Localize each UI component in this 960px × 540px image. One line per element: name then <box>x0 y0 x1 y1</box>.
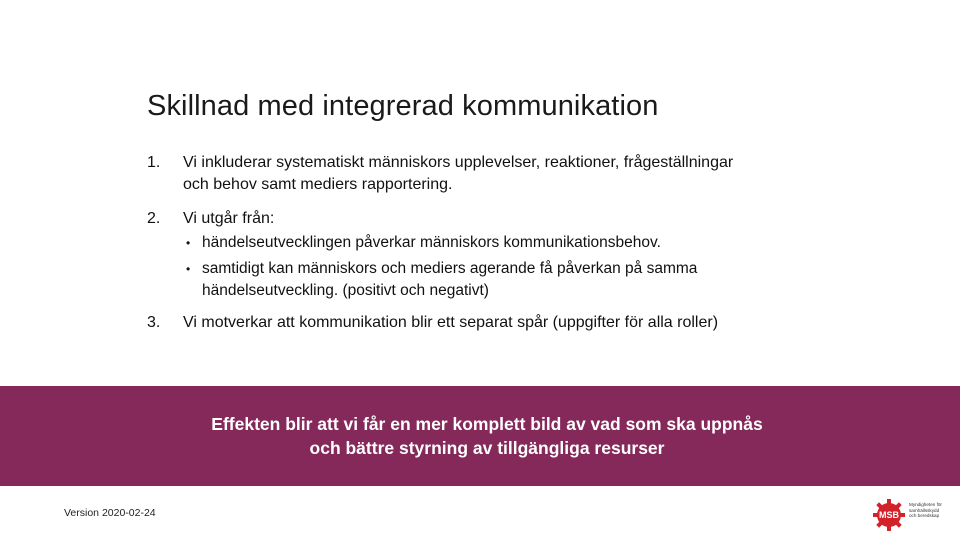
band-line: och bättre styrning av tillgängliga resurser <box>309 438 665 458</box>
band-line: Effekten blir att vi får en mer komplett bild av vad som ska uppnås <box>211 414 763 434</box>
list-item-1 <box>147 152 843 196</box>
text-line: Vi motverkar att kommunikation blir ett separat spår (uppgifter för alla roller) <box>183 314 719 331</box>
text-line: händelseutvecklingen påverkar människors kommunikationsbehov. <box>202 234 661 251</box>
bullet-icon: • <box>186 262 191 276</box>
slide-title: Skillnad med integrerad kommunikation <box>147 90 659 122</box>
bullet-icon: • <box>186 236 191 250</box>
text-line: händelseutveckling. (positivt och negativt) <box>202 282 489 299</box>
text-line: samtidigt kan människors och mediers agerande få påverkan på samma <box>202 260 698 277</box>
msb-logo-icon <box>872 498 906 532</box>
list-number: 3. <box>147 314 161 331</box>
list-number: 2. <box>147 210 161 227</box>
text-line: Vi inkluderar systematiskt människors upplevelser, reaktioner, frågeställningar <box>183 154 734 171</box>
msb-logo <box>872 498 952 532</box>
list-item-3 <box>147 312 843 334</box>
band-text <box>0 412 960 460</box>
logo-line: och beredskap <box>909 513 940 519</box>
logo-line: samhällsskydd <box>909 507 940 513</box>
list-item-2 <box>147 208 843 306</box>
list-item-text <box>183 152 843 196</box>
highlight-band <box>0 386 960 486</box>
logo-mark-text: MSB <box>879 510 899 520</box>
text-line: och behov samt mediers rapportering. <box>183 176 453 193</box>
logo-line: Myndigheten för <box>909 502 942 507</box>
bullet-item <box>183 232 843 254</box>
list-item-intro: Vi utgår från: <box>183 210 275 227</box>
version-label: Version 2020-02-24 <box>64 507 156 519</box>
bullet-list <box>183 232 843 302</box>
logo-wordmark <box>909 502 954 519</box>
list-number: 1. <box>147 154 161 171</box>
bullet-item <box>183 258 843 302</box>
